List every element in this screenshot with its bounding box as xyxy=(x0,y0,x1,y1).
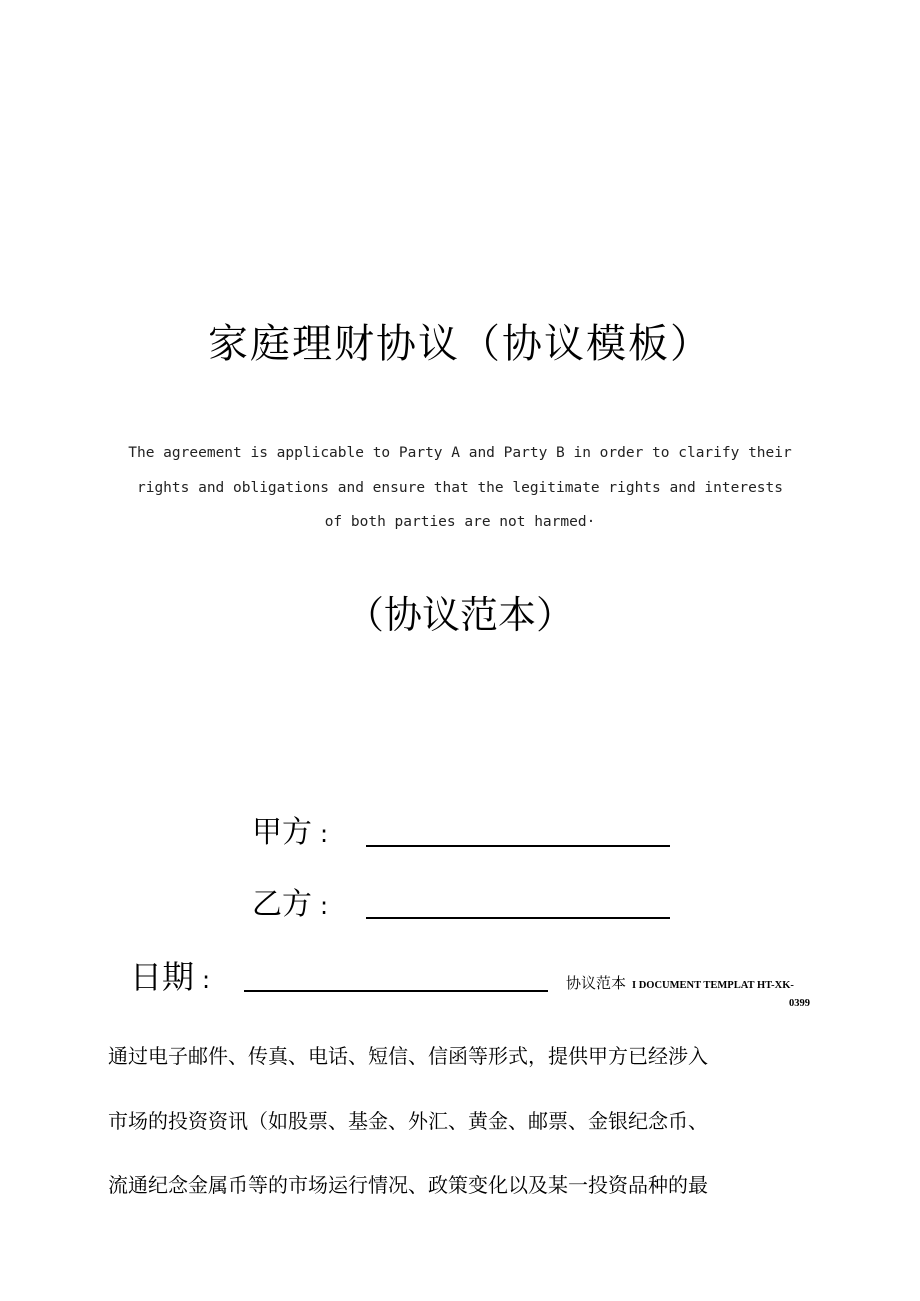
party-b-field xyxy=(252,885,328,926)
template-tag-code: I DOCUMENT TEMPLAT HT-XK- xyxy=(632,980,794,991)
party-a-colon: : xyxy=(320,820,329,848)
intro-paragraph xyxy=(120,436,800,540)
date-blank-line xyxy=(244,990,548,992)
document-subtitle: （协议范本） xyxy=(345,593,574,637)
party-b-blank-line xyxy=(366,917,670,919)
body-text-line: 流通纪念金属币等的市场运行情况、政策变化以及某一投资品种的最 xyxy=(108,1173,708,1197)
body-text-line: 市场的投资资讯（如股票、基金、外汇、黄金、邮票、金银纪念币、 xyxy=(108,1109,708,1133)
party-b-label: 乙方 xyxy=(252,887,312,922)
template-tag-label: 协议范本 xyxy=(566,974,627,992)
date-colon: : xyxy=(202,966,211,994)
intro-line: The agreement is applicable to Party A and Party B in order to clarify their xyxy=(128,445,792,461)
template-tag xyxy=(566,974,794,995)
body-text-line: 通过电子邮件、传真、电话、短信、信函等形式，提供甲方已经涉入 xyxy=(108,1044,708,1068)
template-tag-number: 0399 xyxy=(789,998,810,1009)
intro-line: of both parties are not harmed· xyxy=(324,514,596,530)
date-field xyxy=(130,957,210,1000)
party-a-field xyxy=(252,813,328,854)
party-a-label: 甲方 xyxy=(252,815,312,850)
party-b-colon: : xyxy=(320,892,329,920)
date-label: 日期 xyxy=(130,958,195,996)
document-title: 家庭理财协议（协议模板） xyxy=(208,321,712,367)
party-a-blank-line xyxy=(366,845,670,847)
intro-line: rights and obligations and ensure that the legitimate rights and interests xyxy=(136,479,783,496)
